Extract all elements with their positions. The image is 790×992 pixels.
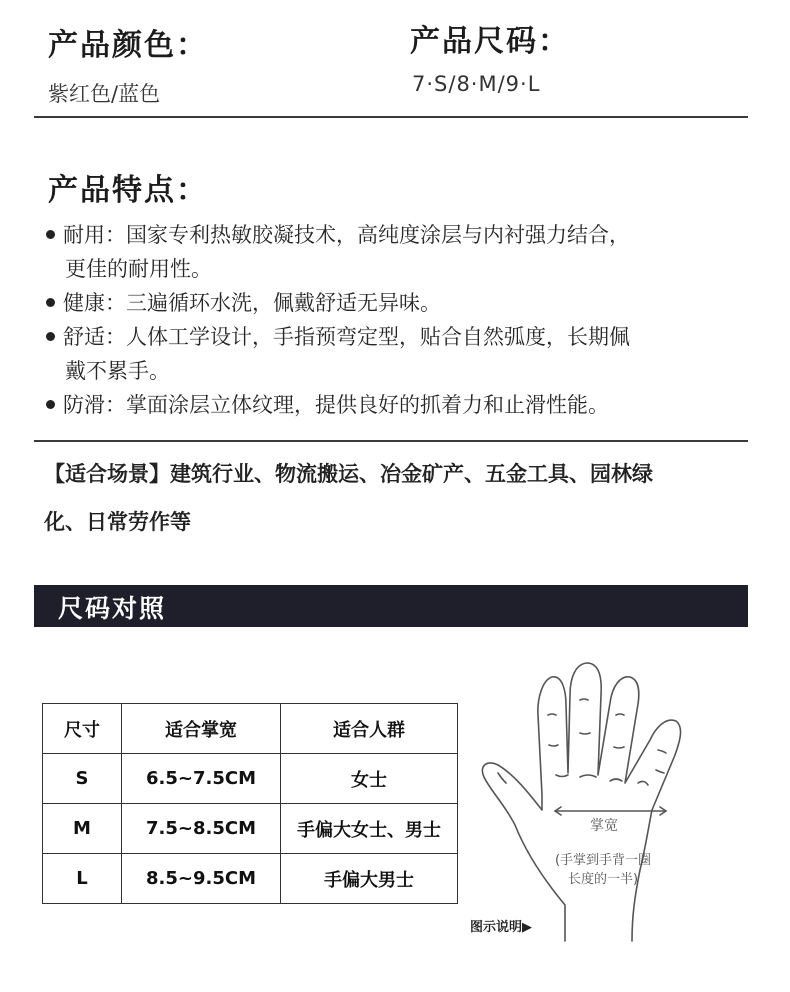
color-heading: 产品颜色： [48, 28, 208, 63]
divider [34, 116, 748, 118]
bullet-icon [46, 400, 55, 409]
color-value: 紫红色/蓝色 [48, 82, 161, 106]
features-heading: 产品特点： [48, 173, 208, 208]
table-header: 尺寸 [43, 704, 122, 754]
palm-note-line2: 长度的一半) [567, 872, 639, 887]
size-heading: 产品尺码： [410, 24, 570, 59]
table-row [43, 804, 458, 854]
feature-item: 健康：三遍循环水洗，佩戴舒适无异味。 [46, 286, 756, 320]
table-cell: 女士 [281, 754, 458, 804]
table-cell: 7.5~8.5CM [122, 804, 281, 854]
feature-item: 防滑：掌面涂层立体纹理，提供良好的抓着力和止滑性能。 [46, 388, 756, 422]
table-cell: 6.5~7.5CM [122, 754, 281, 804]
palm-note-line1: (手掌到手背一圈 [554, 853, 652, 868]
table-cell: 手偏大女士、男士 [281, 804, 458, 854]
table-header-row [43, 704, 458, 754]
divider [34, 440, 748, 442]
bullet-icon [46, 332, 55, 341]
table-row [43, 854, 458, 904]
table-cell: S [43, 754, 122, 804]
bullet-icon [46, 230, 55, 239]
table-header: 适合掌宽 [122, 704, 281, 754]
table-cell: 手偏大男士 [281, 854, 458, 904]
scenes-text: 【适合场景】建筑行业、物流搬运、冶金矿产、五金工具、园林绿 化、日常劳作等 [44, 462, 653, 534]
table-row [43, 754, 458, 804]
diagram-legend: 图示说明▶ [470, 920, 532, 935]
table-cell: 8.5~9.5CM [122, 854, 281, 904]
size-table [42, 703, 458, 904]
size-chart-banner [34, 585, 748, 627]
palm-width-label: 掌宽 [590, 818, 618, 834]
hand-outline-icon [470, 655, 700, 945]
bullet-icon [46, 298, 55, 307]
feature-item: 耐用：国家专利热敏胶凝技术，高纯度涂层与内衬强力结合， 更佳的耐用性。 [46, 218, 756, 286]
table-header: 适合人群 [281, 704, 458, 754]
table-cell: M [43, 804, 122, 854]
feature-item: 舒适：人体工学设计，手指预弯定型，贴合自然弧度，长期佩 戴不累手。 [46, 320, 756, 388]
size-value: 7·S/8·M/9·L [412, 72, 541, 96]
size-chart-title: 尺码对照 [58, 594, 167, 623]
table-cell: L [43, 854, 122, 904]
